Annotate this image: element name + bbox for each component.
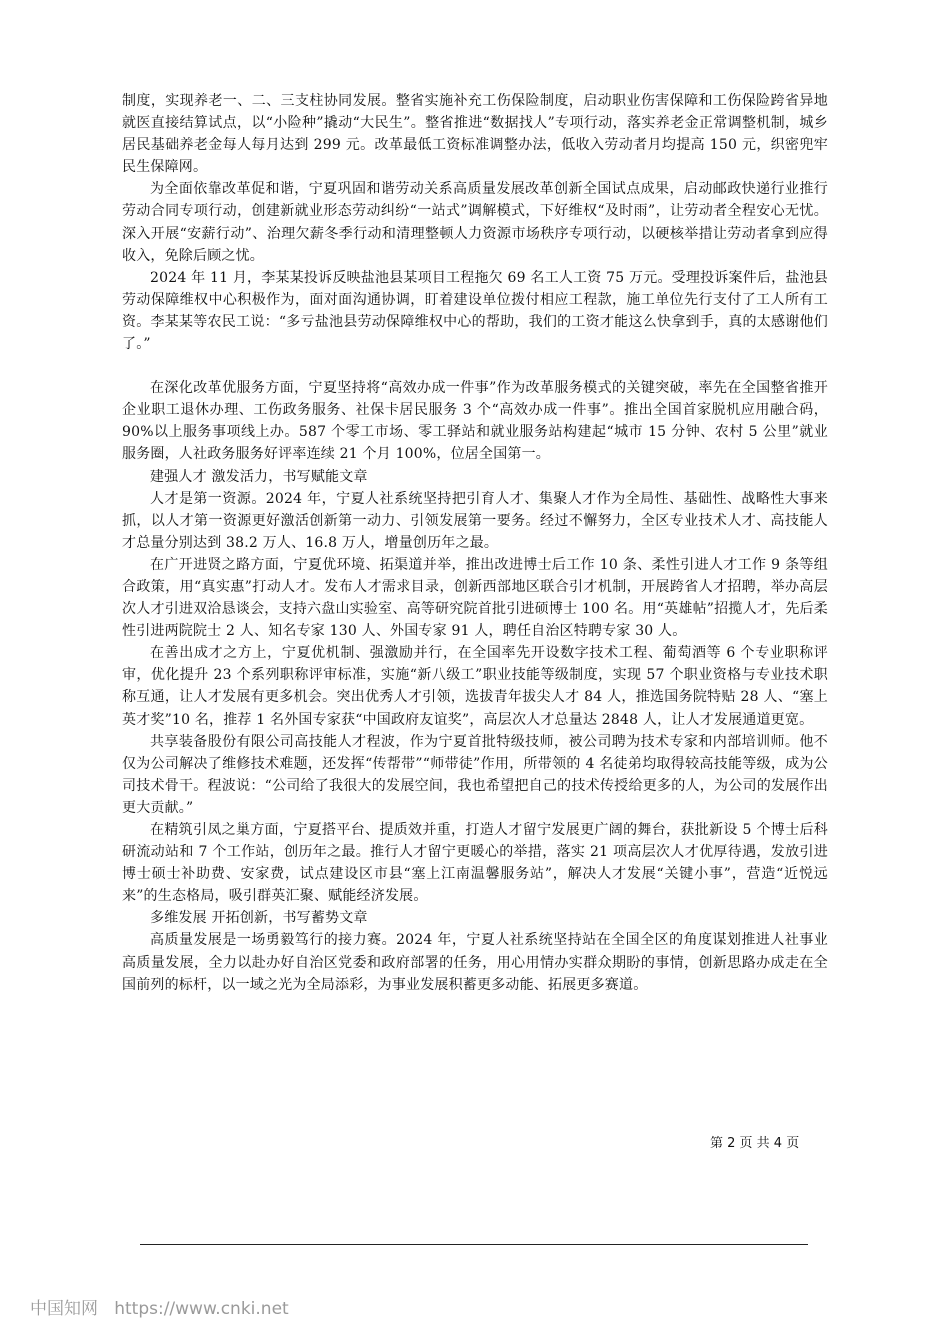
body-paragraph: 共享装备股份有限公司高技能人才程波，作为宁夏首批特级技师，被公司聘为技术专家和内部培训师。他不仅为公司解决了维修技术难题，还发挥“传帮带”“师带徒”作用，所带领的 4 名徒弟均取得较高技能等级，成为公司技术骨干。程波说：“公司给了我很大的发展空间，我也希望把自己的技术传授给更多的人，为公司的发展作出更大贡献。” [122, 733, 828, 816]
body-paragraph: 人才是第一资源。2024 年，宁夏人社系统坚持把引育人才、集聚人才作为全局性、基础性、战略性大事来抓，以人才第一资源更好激活创新第一动力、引领发展第一要务。经过不懈努力，全区专业技术人才、高技能人才总量分别达到 38.2 万人、16.8 万人，增量创历年之最。 [122, 490, 828, 551]
body-paragraph: 高质量发展是一场勇毅笃行的接力赛。2024 年，宁夏人社系统坚持站在全国全区的角度谋划推进人社事业高质量发展，全力以赴办好自治区党委和政府部署的任务，用心用情办实群众期盼的事情，创新思路办成走在全国前列的标杆，以一域之光为全局添彩，为事业发展积蓄更多动能、拓展更多赛道。 [122, 932, 828, 993]
body-paragraph: 为全面依靠改革促和谐，宁夏巩固和谐劳动关系高质量发展改革创新全国试点成果，启动邮政快递行业推行劳动合同专项行动，创建新就业形态劳动纠纷“一站式”调解模式，下好维权“及时雨”，让劳动者全程安心无忧。深入开展“安薪行动”、治理欠薪冬季行动和清理整顿人力资源市场秩序专项行动，以硬核举措让劳动者拿到应得收入，免除后顾之忧。 [122, 181, 828, 264]
blank-line [122, 355, 828, 377]
body-paragraph: 2024 年 11 月，李某某投诉反映盐池县某项目工程拖欠 69 名工人工资 75 万元。受理投诉案件后，盐池县劳动保障维权中心积极作为，面对面沟通协调，盯着建设单位拨付相应工程款，施工单位先行支付了工人所有工资。李某某等农民工说：“多亏盐池县劳动保障维权中心的帮助，我们的工资才能这么快拿到手，真的太感谢他们了。” [122, 269, 828, 353]
body-paragraph: 在深化改革优服务方面，宁夏坚持将“高效办成一件事”作为改革服务模式的关键突破，率先在全国整省推开企业职工退休办理、工伤政务服务、社保卡居民服务 3 个“高效办成一件事”。推出全国首家脱机应用融合码，90%以上服务事项线上办。587 个零工市场、零工驿站和就业服务站构建起“城市 15 分钟、农村 5 公里”就业服务圈，人社政务服务好评率连续 21 个月 100%，位居全国第一。 [122, 380, 828, 463]
footer-divider [140, 1244, 808, 1245]
section-heading: 建强人才 激发活力，书写赋能文章 [150, 468, 368, 485]
body-paragraph: 在广开进贤之路方面，宁夏优环境、拓渠道并举，推出改进博士后工作 10 条、柔性引进人才工作 9 条等组合政策，用“真实惠”打动人才。发布人才需求目录，创新西部地区联合引才机制，开展跨省人才招聘，举办高层次人才引进双洽恳谈会，支持六盘山实验室、高等研究院首批引进硕博士 100 名。用“英雄帖”招揽人才，先后柔性引进两院院士 2 人、知名专家 130 人、外国专家 91 人，聘任自治区特聘专家 30 人。 [122, 556, 828, 640]
section-heading: 多维发展 开拓创新，书写蓄势文章 [150, 910, 368, 927]
body-paragraph: 在善出成才之方上，宁夏优机制、强激励并行，在全国率先开设数字技术工程、葡萄酒等 6 个专业职称评审，优化提升 23 个系列职称评审标准，实施“新八级工”职业技能等级制度，实现 57 个职业资格与专业技术职称互通，让人才发展有更多机会。突出优秀人才引领，选拔青年拔尖人才 84 人，推选国务院特贴 28 人、“塞上英才奖”10 名，推荐 1 名外国专家获“中国政府友谊奖”，高层次人才总量达 2848 人，让人才发展通道更宽。 [122, 645, 828, 728]
cnki-watermark: 中国知网 https://www.cnki.net [30, 1299, 289, 1319]
page-number: 第 2 页 共 4 页 [710, 1136, 800, 1151]
document-body [122, 90, 828, 996]
body-paragraph: 制度，实现养老一、二、三支柱协同发展。整省实施补充工伤保险制度，启动职业伤害保障和工伤保险跨省异地就医直接结算试点，以“小险种”撬动“大民生”。整省推进“数据找人”专项行动，落实养老金正常调整机制，城乡居民基础养老金每人每月达到 299 元。改革最低工资标准调整办法，低收入劳动者月均提高 150 元，织密兜牢民生保障网。 [122, 93, 828, 176]
body-paragraph: 在精筑引凤之巢方面，宁夏搭平台、提质效并重，打造人才留宁发展更广阔的舞台，获批新设 5 个博士后科研流动站和 7 个工作站，创历年之最。推行人才留宁更暖心的举措，落实 21 项高层次人才优厚待遇，发放引进博士硕士补助费、安家费，试点建设区市县“塞上江南温馨服务站”，解决人才发展“关键小事”，营造“近悦远来”的生态格局，吸引群英汇聚、赋能经济发展。 [122, 822, 828, 905]
